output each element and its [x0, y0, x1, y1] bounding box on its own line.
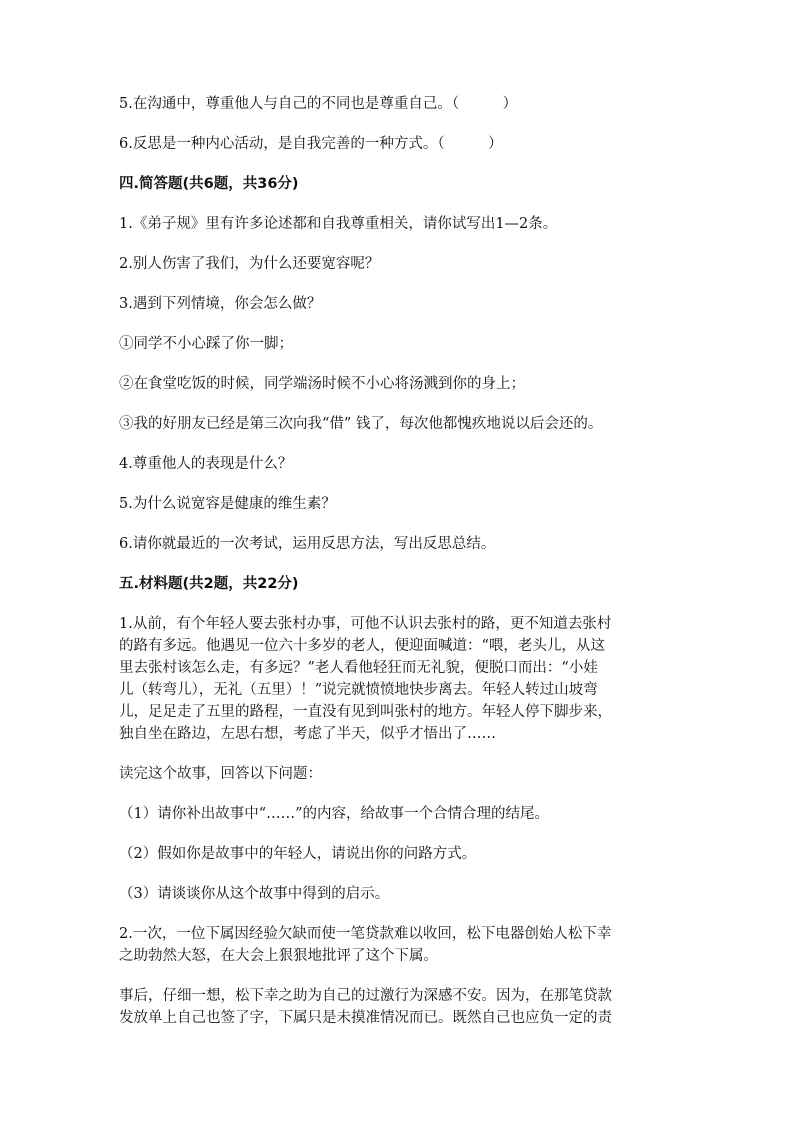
material-1-line: 独自坐在路边，左思右想，考虑了半天，似乎才悟出了…… [119, 726, 496, 742]
material-1-line: 1.从前，有个年轻人要去张村办事，可他不认识去张村的路，更不知道去张村 [119, 616, 612, 632]
material-1-line: 的路有多远。他遇见一位六十多岁的老人，便迎面喊道：“喂，老头儿，从这 [119, 638, 605, 654]
short-answer-question-3: 3.遇到下列情境，你会怎么做？ [119, 296, 322, 312]
material-1-question-2: （2）假如你是故事中的年轻人，请说出你的问路方式。 [119, 846, 477, 862]
scenario-3: ③我的好朋友已经是第三次向我“借” 钱了，每次他都愧疚地说以后会还的。 [119, 416, 603, 432]
material-2-passage [119, 923, 679, 967]
material-1-question-1: （1）请你补出故事中“……”的内容，给故事一个合情合理的结尾。 [119, 806, 550, 822]
short-answer-question-1: 1.《弟子规》里有许多论述都和自我尊重相关，请你试写出1—2条。 [119, 216, 558, 232]
section-4-title: 四.简答题(共6题，共36分) [119, 176, 299, 192]
judgment-question-5: 5.在沟通中，尊重他人与自己的不同也是尊重自己。（ ） [119, 96, 518, 112]
material-2-line: 事后，仔细一想，松下幸之助为自己的过激行为深感不安。因为，在那笔贷款 [119, 988, 612, 1004]
material-1-line: 儿（转弯儿），无礼（五里）！”说完就愤愤地快步离去。年轻人转过山坡弯 [119, 682, 598, 698]
scenario-2: ②在食堂吃饭的时候，同学端汤时候不小心将汤溅到你的身上； [119, 376, 525, 392]
material-1-question-3: （3）请谈谈你从这个故事中得到的启示。 [119, 886, 390, 902]
material-2-continuation [119, 985, 679, 1029]
short-answer-question-4: 4.尊重他人的表现是什么？ [119, 456, 293, 472]
scenario-1: ①同学不小心踩了你一脚； [119, 336, 293, 352]
material-2-line: 发放单上自己也签了字，下属只是未摸准情况而已。既然自己也应负一定的责 [119, 1010, 612, 1026]
short-answer-question-2: 2.别人伤害了我们，为什么还要宽容呢？ [119, 256, 380, 272]
material-1-prompt: 读完这个故事，回答以下问题： [119, 766, 322, 782]
section-5-title: 五.材料题(共2题，共22分) [119, 576, 299, 592]
document-page [119, 93, 679, 1029]
material-2-line: 之助勃然大怒，在大会上狠狠地批评了这个下属。 [119, 948, 438, 964]
short-answer-question-6: 6.请你就最近的一次考试，运用反思方法，写出反思总结。 [119, 536, 496, 552]
material-1-line: 里去张村该怎么走，有多远？”老人看他轻狂而无礼貌，便脱口而出：“小娃 [119, 660, 598, 676]
short-answer-question-5: 5.为什么说宽容是健康的维生素？ [119, 496, 336, 512]
material-1-line: 儿，足足走了五里的路程，一直没有见到叫张村的地方。年轻人停下脚步来， [119, 704, 612, 720]
material-1-passage [119, 613, 679, 745]
material-2-line: 2.一次，一位下属因经验欠缺而使一笔贷款难以收回，松下电器创始人松下幸 [119, 926, 612, 942]
judgment-question-6: 6.反思是一种内心活动，是自我完善的一种方式。（ ） [119, 136, 503, 152]
